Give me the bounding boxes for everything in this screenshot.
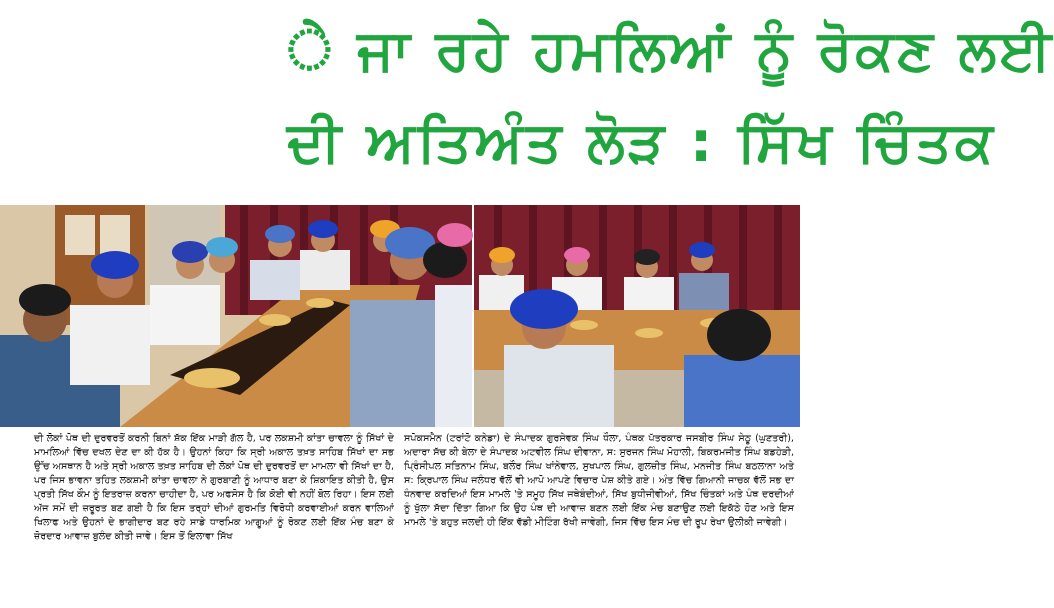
article-body	[34, 430, 800, 608]
left-blank-area	[0, 0, 285, 205]
headline	[287, 0, 1054, 205]
headline-line-2: ਦੀ ਅਤਿਅੰਤ ਲੋੜ : ਸਿੱਖ ਚਿੰਤਕ	[287, 110, 996, 175]
meeting-photo-left	[0, 205, 472, 427]
article-paragraph-2: ਸਪੋਕਸਮੈਨ (ਟਰਾਂਟੋ ਕਨੇਡਾ) ਦੇ ਸੰਪਾਦਕ ਗੁਰਸੇਵਕ ਸਿੰਘ ਧੌਲਾ, ਪੰਥਕ ਪੱਤਰਕਾਰ ਜਸਬੀਰ ਸਿੰਘ ਸੇਠੂ (ਘੁਣਤਰੀ), ਅਦਾਰਾ ਸੱਚ ਕੀ ਬੇਲਾ ਦੇ ਸੰਪਾਦਕ ਅਟਵੀਲ ਸਿੰਘ ਦੀਵਾਨਾ, ਸ: ਸੁਰਜਨ ਸਿੰਘ ਮੋਹਾਲੀ, ਬਿਕਰਮਜੀਤ ਸਿੰਘ ਬਡਹੇੜੀ, ਪ੍ਰਿੰਸੀਪਲ ਸਤਿਨਾਮ ਸਿੰਘ, ਬਲੌਰ ਸਿੰਘ ਖਾਂਨੇਵਾਲ, ਸੁਖਪਾਲ ਸਿੰਘ, ਗੁਲਜ਼ੀਤ ਸਿੰਘ, ਮਨਜੀਤ ਸਿੰਘ ਬਠਲਾਨਾ ਅਤੇ ਸ: ਕ੍ਰਿਪਾਲ ਸਿੰਘ ਜਲੰਧਰ ਵੱਲੋਂ ਵੀ ਆਪੋ ਆਪਣੇ ਵਿਚਾਰ ਪੇਸ਼ ਕੀਤੇ ਗਏ। ਅੰਤ ਵਿੱਚ ਗਿਆਨੀ ਜਾਚਕ ਵੱਲੋਂ ਸਭ ਦਾ ਧੰਨਵਾਦ ਕਰਦਿਆਂ ਇਸ ਮਾਮਲੇ 'ਤੇ ਸਮੂਹ ਸਿੱਖ ਜਥੇਬੰਦੀਆਂ, ਸਿੱਖ ਬੁਧੀਜੀਵੀਆਂ, ਸਿੱਖ ਚਿੰਤਕਾਂ ਅਤੇ ਪੰਥ ਦਰਦੀਆਂ ਨੂੰ ਖੁੱਲਾ ਸੱਦਾ ਦਿੱਤਾ ਗਿਆ ਕਿ ਉਹ ਪੰਥ ਦੀ ਆਵਾਜ਼ ਬਣਨ ਲਈ ਇੱਕ ਮੰਚ ਬਣਾਉਣ ਲਈ ਇਕੱਠੇ ਹੋਣ ਅਤੇ ਇਸ ਮਾਮਲੇ 'ਤੇ ਬਹੁਤ ਜਲਦੀ ਹੀ ਇੱਕ ਵੱਡੀ ਮੀਟਿੰਗ ਰੱਖੀ ਜਾਵੇਗੀ, ਜਿਸ ਵਿੱਚ ਇਸ ਮੰਚ ਦੀ ਰੂਪ ਰੇਖਾ ਉਲੀਕੀ ਜਾਵੇਗੀ।	[404, 433, 794, 528]
headline-line-1: ੇ ਜਾ ਰਹੇ ਹਮਲਿਆਂ ਨੂੰ ਰੋਕਣ ਲਈ	[287, 18, 1054, 83]
article-paragraph-1: ਦੀ ਲੋਕਾਂ ਪੋਥ ਦੀ ਦੁਰਵਰਤੋਂ ਕਰਨੀ ਬਿਨਾਂ ਸ਼ੱਕ ਇੱਕ ਮਾੜੀ ਗੱਲ ਹੈ, ਪਰ ਲਕਸ਼ਮੀ ਕਾਂਤਾ ਚਾਵਲਾ ਨੂੰ ਸਿੱਖਾਂ ਦੇ ਮਾਮਲਿਆਂ ਵਿੱਚ ਦਖਲ ਦੇਣ ਦਾ ਕੀ ਹੱਕ ਹੈ। ਉਹਨਾਂ ਕਿਹਾ ਕਿ ਸ੍ਰੀ ਅਕਾਲ ਤਖ਼ਤ ਸਾਹਿਬ ਸਿੱਖਾਂ ਦਾ ਸਭ ਉੱਚ ਅਸਥਾਨ ਹੈ ਅਤੇ ਸ੍ਰੀ ਅਕਾਲ ਤਖ਼ਤ ਸਾਹਿਬ ਦੀ ਲੋਕਾਂ ਪੋਥ ਦੀ ਦੁਰਵਰਤੋਂ ਦਾ ਮਾਮਲਾ ਵੀ ਸਿੱਖਾਂ ਦਾ ਹੈ, ਪਰ ਜਿਸ ਭਾਵਨਾ ਤਹਿਤ ਲਕਸ਼ਮੀ ਕਾਂਤਾ ਚਾਵਲਾ ਨੇ ਗੁਰਬਾਣੀ ਨੂੰ ਆਧਾਰ ਬਣਾ ਕੇ ਸ਼ਿਕਾਇਤ ਕੀਤੀ ਹੈ, ਉਸ ਪ੍ਰਤੀ ਸਿੱਖ ਕੌਮ ਨੂੰ ਇਤਰਾਜ਼ ਕਰਨਾ ਚਾਹੀਦਾ ਹੈ, ਪਰ ਅਫਸੋਸ ਹੈ ਕਿ ਕੋਈ ਵੀ ਨਹੀਂ ਬੋਲ ਰਿਹਾ। ਇਸ ਲਈ ਅੱਜ ਸਮੇਂ ਦੀ ਜ਼ਰੂਰਤ ਬਣ ਗਈ ਹੈ ਕਿ ਇਸ ਤਰ੍ਹਾਂ ਦੀਆਂ ਗੁਰਮਤਿ ਵਿਰੋਧੀ ਕਰਵਾਈਆਂ ਕਰਨ ਵਾਲਿਆਂ ਖਿਲਾਫ ਅਤੇ ਉਹਨਾਂ ਦੇ ਭਾਗੀਦਾਰ ਬਣ ਰਹੇ ਸਾਡੇ ਧਾਰਮਿਕ ਆਗੂਆਂ ਨੂੰ ਰੋਕਣ ਲਈ ਇੱਕ ਮੰਚ ਬਣਾ ਕੇ ਜ਼ੋਰਦਾਰ ਆਵਾਜ਼ ਬੁਲੰਦ ਕੀਤੀ ਜਾਵੇ। ਇਸ ਤੋਂ ਇਲਾਵਾ ਸਿੱਖ	[34, 433, 394, 542]
article-column-2	[404, 432, 794, 530]
meeting-photo-right	[474, 205, 800, 427]
article-column-1	[34, 432, 394, 544]
